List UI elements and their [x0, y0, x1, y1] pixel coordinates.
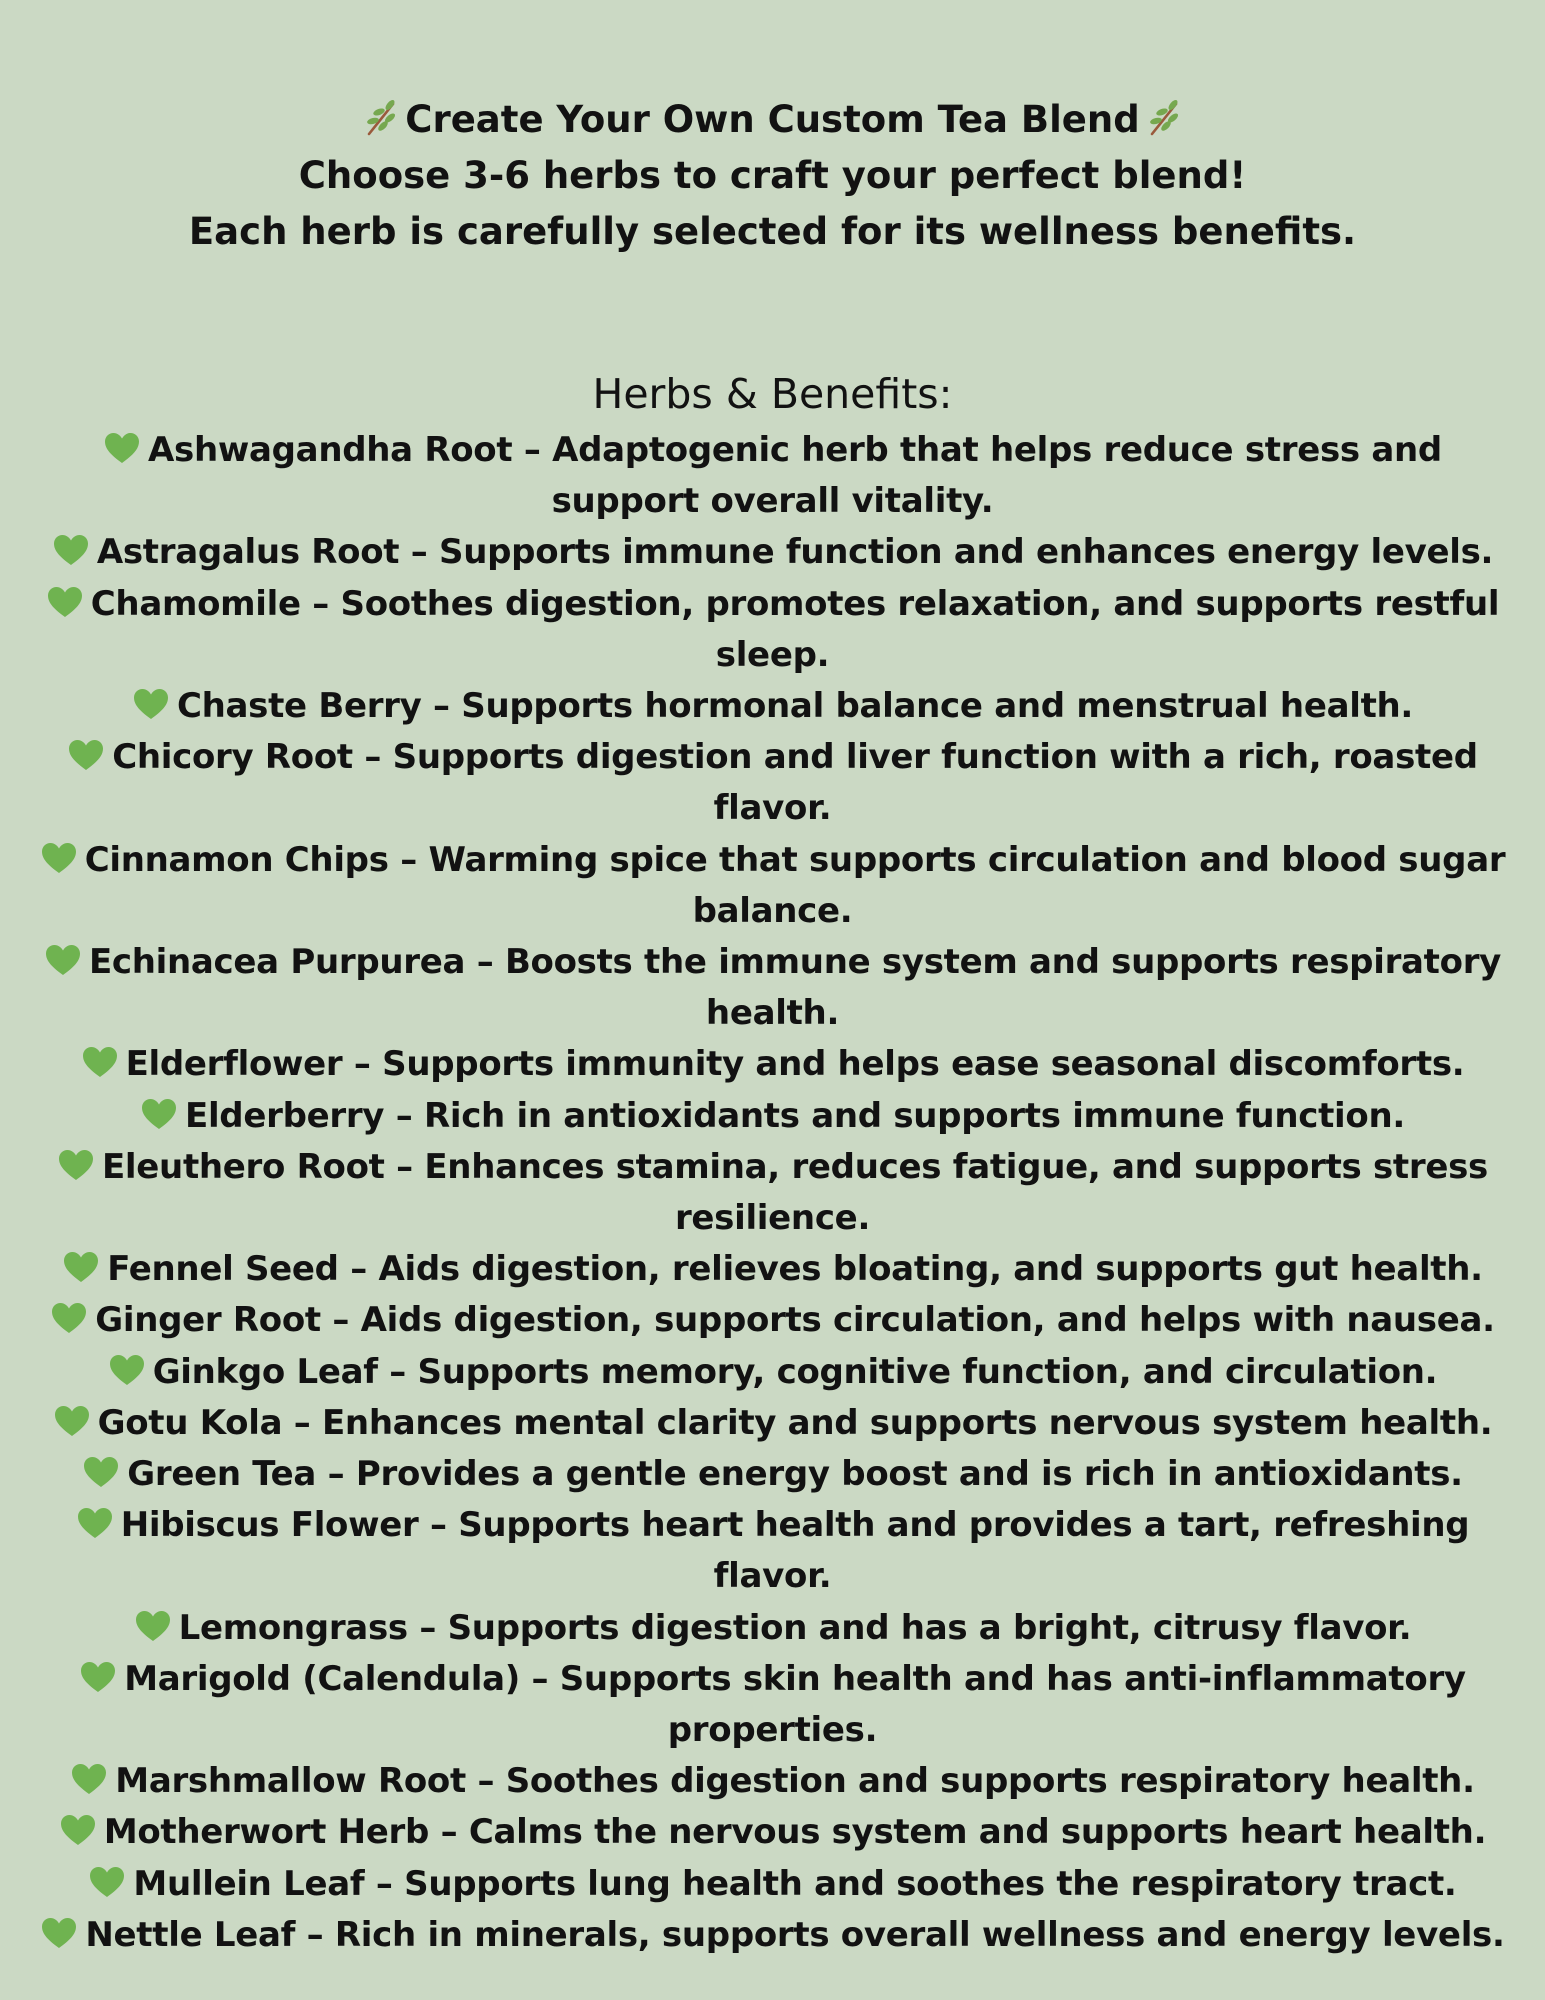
herb-benefit: Adaptogenic herb that helps reduce stress and support overall vitality.	[551, 430, 1442, 522]
herbs-heading: Herbs & Benefits:	[592, 370, 953, 418]
herb-name: Elderberry	[185, 1095, 385, 1136]
intro-title: Create Your Own Custom Tea Blend	[405, 98, 1140, 141]
green-heart-icon	[62, 1250, 100, 1284]
green-heart-icon	[70, 1762, 108, 1796]
green-heart-icon	[88, 1865, 126, 1899]
herb-benefit: Supports heart health and provides a tart, refreshing flavor.	[458, 1505, 1470, 1597]
herb-list-item: Eleuthero Root – Enhances stamina, reduces fatigue, and supports stress resilience.	[30, 1142, 1515, 1244]
herb-name: Eleuthero Root	[102, 1146, 385, 1187]
herb-benefit: Enhances stamina, reduces fatigue, and supports stress resilience.	[424, 1146, 1488, 1239]
green-heart-icon	[57, 1148, 95, 1182]
green-heart-icon	[140, 1097, 178, 1131]
herb-name: Ashwagandha Root	[148, 430, 513, 470]
herb-benefit: Aids digestion, supports circulation, and helps with nausea.	[360, 1300, 1495, 1341]
herb-list-item: Nettle Leaf – Rich in minerals, supports overall wellness and energy levels.	[30, 1910, 1515, 1961]
green-heart-icon	[40, 1916, 78, 1950]
herb-list-item: Ginkgo Leaf – Supports memory, cognitive function, and circulation.	[30, 1347, 1515, 1398]
herb-benefit: Supports skin health and has anti-inflammatory properties.	[559, 1658, 1466, 1751]
herb-benefit: Supports immunity and helps ease seasonal discomforts.	[382, 1044, 1465, 1085]
green-heart-icon	[50, 1301, 88, 1335]
herb-benefit: Soothes digestion and supports respiratory health.	[505, 1761, 1475, 1802]
herb-list-item: Motherwort Herb – Calms the nervous system and supports heart health.	[30, 1807, 1515, 1858]
herb-list-item: Hibiscus Flower – Supports heart health and provides a tart, refreshing flavor.	[30, 1500, 1515, 1602]
herb-benefit: Supports hormonal balance and menstrual health.	[461, 686, 1414, 727]
herb-benefit: Soothes digestion, promotes relaxation, and supports restful sleep.	[340, 583, 1500, 675]
green-heart-icon	[103, 431, 141, 465]
green-heart-icon	[44, 943, 82, 977]
green-heart-icon	[81, 1045, 119, 1079]
herb-list-item: Marshmallow Root – Soothes digestion and supports respiratory health.	[30, 1756, 1515, 1807]
herb-name: Elderflower	[125, 1044, 343, 1085]
herb-list-item: Astragalus Root – Supports immune function and enhances energy levels.	[30, 527, 1515, 578]
green-heart-icon	[132, 687, 170, 721]
herb-list-item: Lemongrass – Supports digestion and has a bright, citrusy flavor.	[30, 1603, 1515, 1654]
herb-name: Gotu Kola	[97, 1402, 283, 1443]
intro-description: Each herb is carefully selected for its wellness benefits.	[188, 210, 1357, 253]
green-heart-icon	[67, 738, 105, 772]
herb-list-item: Ginger Root – Aids digestion, supports circulation, and helps with nausea.	[30, 1295, 1515, 1346]
herb-name: Chamomile	[90, 583, 301, 624]
herb-list-item: Elderflower – Supports immunity and helps ease seasonal discomforts.	[30, 1039, 1515, 1090]
herb-name: Marigold (Calendula)	[124, 1658, 520, 1699]
herb-benefit: Supports immune function and enhances energy levels.	[439, 532, 1494, 573]
green-heart-icon	[82, 1455, 120, 1489]
herb-list-item: Chicory Root – Supports digestion and liver function with a rich, roasted flavor.	[30, 732, 1515, 834]
intro-instruction: Choose 3-6 herbs to craft your perfect blend!	[298, 154, 1247, 197]
herb-list-item: Elderberry – Rich in antioxidants and supports immune function.	[30, 1091, 1515, 1142]
herb-benefit: Boosts the immune system and supports respiratory health.	[504, 942, 1502, 1034]
green-heart-icon	[134, 1609, 172, 1643]
herb-name: Lemongrass	[178, 1607, 408, 1648]
herb-list-item: Cinnamon Chips – Warming spice that supports circulation and blood sugar balance.	[30, 835, 1515, 937]
herb-list-item: Echinacea Purpurea – Boosts the immune system and supports respiratory health.	[30, 937, 1515, 1039]
herb-benefit: Aids digestion, relieves bloating, and supports gut health.	[378, 1249, 1483, 1290]
herb-name: Green Tea	[127, 1454, 317, 1495]
herb-name: Mullein Leaf	[133, 1863, 365, 1904]
herb-benefit: Rich in minerals, supports overall wellness and energy levels.	[334, 1914, 1505, 1955]
herb-list-item: Ashwagandha Root – Adaptogenic herb that helps reduce stress and support overall vitality.	[30, 425, 1515, 527]
herb-list-item: Green Tea – Provides a gentle energy boost and is rich in antioxidants.	[30, 1449, 1515, 1500]
intro-title-line	[0, 92, 1545, 148]
herb-list-item: Chamomile – Soothes digestion, promotes relaxation, and supports restful sleep.	[30, 579, 1515, 681]
herb-list-item: Fennel Seed – Aids digestion, relieves bloating, and supports gut health.	[30, 1244, 1515, 1295]
herb-benefit: Supports digestion and has a bright, citrusy flavor.	[447, 1607, 1412, 1648]
green-heart-icon	[59, 1813, 97, 1847]
herb-name: Ginger Root	[95, 1300, 321, 1341]
herb-list-item: Gotu Kola – Enhances mental clarity and supports nervous system health.	[30, 1398, 1515, 1449]
intro-block	[0, 92, 1545, 260]
herb-list-item: Mullein Leaf – Supports lung health and soothes the respiratory tract.	[30, 1859, 1515, 1910]
herb-list	[30, 425, 1515, 1961]
herb-name: Ginkgo Leaf	[152, 1351, 378, 1392]
herb-benefit: Provides a gentle energy boost and is rich in antioxidants.	[355, 1454, 1463, 1495]
herb-name: Fennel Seed	[107, 1249, 339, 1290]
herb-name: Motherwort Herb	[103, 1812, 430, 1853]
herb-sprig-icon	[363, 98, 399, 138]
herb-name: Cinnamon Chips	[84, 839, 389, 880]
herb-list-item: Marigold (Calendula) – Supports skin health and has anti-inflammatory properties.	[30, 1654, 1515, 1756]
herb-benefit: Calms the nervous system and supports heart health.	[468, 1812, 1487, 1853]
green-heart-icon	[46, 585, 84, 619]
herb-name: Chicory Root	[112, 737, 353, 778]
green-heart-icon	[108, 1353, 146, 1387]
herb-name: Astragalus Root	[96, 532, 400, 573]
herb-benefit: Enhances mental clarity and supports nervous system health.	[322, 1402, 1493, 1443]
herb-name: Nettle Leaf	[85, 1914, 296, 1955]
herb-benefit: Supports lung health and soothes the respiratory tract.	[404, 1863, 1457, 1904]
herb-benefit: Rich in antioxidants and supports immune function.	[423, 1095, 1405, 1136]
herb-name: Marshmallow Root	[115, 1761, 466, 1802]
herb-name: Hibiscus Flower	[120, 1505, 419, 1546]
herb-sprig-icon	[1146, 98, 1182, 138]
green-heart-icon	[76, 1506, 114, 1540]
herb-list-item: Chaste Berry – Supports hormonal balance and menstrual health.	[30, 681, 1515, 732]
green-heart-icon	[52, 533, 90, 567]
herb-name: Chaste Berry	[176, 686, 422, 727]
herb-name: Echinacea Purpurea	[88, 942, 466, 983]
green-heart-icon	[53, 1404, 91, 1438]
herb-benefit: Warming spice that supports circulation and blood sugar balance.	[428, 839, 1506, 931]
green-heart-icon	[79, 1660, 117, 1694]
green-heart-icon	[40, 841, 78, 875]
herb-benefit: Supports digestion and liver function with a rich, roasted flavor.	[392, 737, 1478, 829]
herb-benefit: Supports memory, cognitive function, and circulation.	[417, 1351, 1438, 1392]
